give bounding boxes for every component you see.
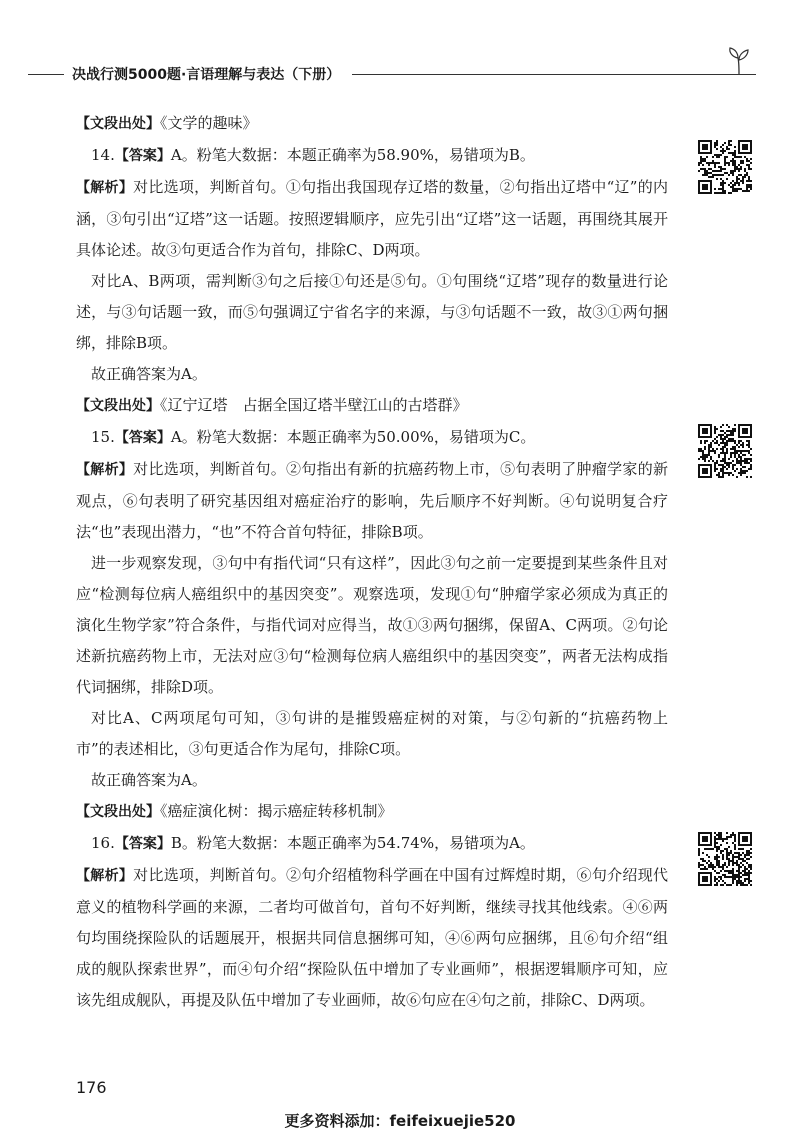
answer-line	[76, 422, 668, 454]
header-title: 决战行测5000题·言语理解与表达（下册）	[72, 67, 341, 83]
question-number: 15.	[91, 428, 115, 446]
answer-text: A。粉笔大数据：本题正确率为50.00%，易错项为C。	[170, 428, 536, 446]
answer-tag: 【答案】	[114, 836, 171, 852]
answer-line	[76, 828, 668, 860]
analysis-tag: 【解析】	[76, 180, 134, 196]
qr-code-icon[interactable]	[698, 424, 752, 478]
header-rule-left	[28, 74, 64, 75]
question-number: 16.	[91, 834, 115, 852]
source-text: 《文学的趣味》	[160, 114, 258, 132]
source-tag: 【文段出处】	[76, 804, 160, 820]
page-body	[76, 108, 668, 1016]
source-line	[76, 390, 668, 422]
answer-tag: 【答案】	[114, 148, 171, 164]
body-paragraph: 对比A、C两项尾句可知，③句讲的是摧毁癌症树的对策，与②句新的“抗癌药物上市”的表述相比，③句更适合作为尾句，排除C项。	[76, 709, 668, 758]
source-text: 《辽宁辽塔 占据全国辽塔半壁江山的古塔群》	[160, 396, 468, 414]
analysis-text: 对比选项，判断首句。②句指出有新的抗癌药物上市，⑤句表明了肿瘤学家的新观点，⑥句表明了研究基因组对癌症治疗的影响，先后顺序不好判断。④句说明复合疗法“也”表现出潜力，“也”不符合首句特征，排除B项。	[76, 460, 668, 541]
analysis-paragraph	[76, 172, 668, 266]
analysis-tag: 【解析】	[76, 868, 134, 884]
body-paragraph: 进一步观察发现，③句中有指代词“只有这样”，因此③句之前一定要提到某些条件且对应“检测每位病人癌组织中的基因突变”。观察选项，发现①句“肿瘤学家必须成为真正的演化生物学家”符合条件，与指代词对应得当，故①③两句捆绑，保留A、C两项。②句论述新抗癌药物上市，无法对应③句“检测每位病人癌组织中的基因突变”，两者无法构成指代词捆绑，排除D项。	[76, 554, 668, 696]
answer-text: B。粉笔大数据：本题正确率为54.74%，易错项为A。	[170, 834, 535, 852]
answer-tag: 【答案】	[114, 430, 171, 446]
conclusion-line: 故正确答案为A。	[91, 365, 207, 383]
qr-code-icon[interactable]	[698, 140, 752, 194]
analysis-text: 对比选项，判断首句。②句介绍植物科学画在中国有过辉煌时期，⑥句介绍现代意义的植物科学画的来源，二者均可做首句，首句不好判断，继续寻找其他线索。④⑥两句均围绕探险队的话题展开，根据共同信息捆绑可知，④⑥两句应捆绑，且⑥句介绍“组成的舰队探索世界”，而④句介绍“探险队伍中增加了专业画师”，根据逻辑顺序可知，应该先组成舰队，再提及队伍中增加了专业画师，故⑥句应在④句之前，排除C、D两项。	[76, 866, 668, 1009]
source-text: 《癌症演化树：揭示癌症转移机制》	[160, 802, 393, 820]
qr-code-icon[interactable]	[698, 832, 752, 886]
page-number: 176	[76, 1078, 107, 1097]
header-rule-right	[352, 74, 756, 75]
analysis-paragraph	[76, 860, 668, 1016]
analysis-tag: 【解析】	[76, 462, 134, 478]
sprout-icon	[724, 46, 754, 76]
source-line	[76, 108, 668, 140]
conclusion-line: 故正确答案为A。	[91, 771, 207, 789]
question-number: 14.	[91, 146, 115, 164]
analysis-text: 对比选项，判断首句。①句指出我国现存辽塔的数量，②句指出辽塔中“辽”的内涵，③句引出“辽塔”这一话题。按照逻辑顺序，应先引出“辽塔”这一话题，再围绕其展开具体论述。故③句更适合作为首句，排除C、D两项。	[76, 178, 668, 259]
analysis-paragraph	[76, 454, 668, 548]
answer-text: A。粉笔大数据：本题正确率为58.90%，易错项为B。	[170, 146, 535, 164]
source-line	[76, 796, 668, 828]
footer-note: 更多资料添加：feifeixuejie520	[284, 1112, 516, 1130]
running-header	[28, 62, 756, 86]
answer-line	[76, 140, 668, 172]
source-tag: 【文段出处】	[76, 116, 160, 132]
source-tag: 【文段出处】	[76, 398, 160, 414]
body-paragraph: 对比A、B两项，需判断③句之后接①句还是⑤句。①句围绕“辽塔”现存的数量进行论述，与③句话题一致，而⑤句强调辽宁省名字的来源，与③句话题不一致，故③①两句捆绑，排除B项。	[76, 272, 668, 352]
